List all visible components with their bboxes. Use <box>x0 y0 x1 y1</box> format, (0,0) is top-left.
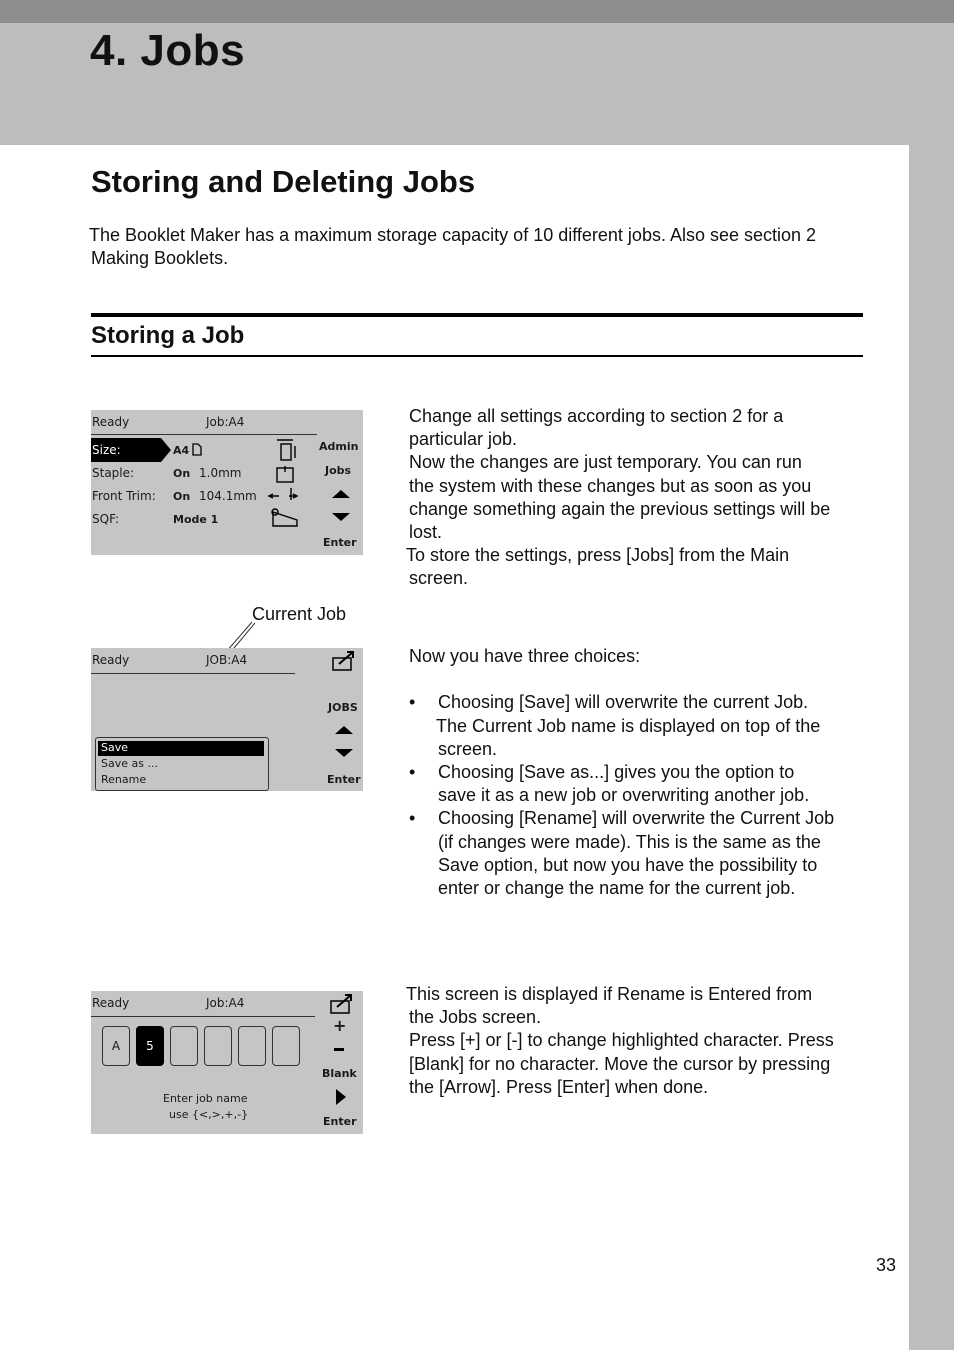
bullet-mark: • <box>409 762 416 783</box>
screen-row-value: On <box>173 490 191 503</box>
top-strip <box>0 0 954 23</box>
screen-row-label: SQF: <box>92 512 120 526</box>
text-line: The Current Job name is displayed on top of the <box>436 715 821 736</box>
screen-job-name: Job:A4 <box>206 996 245 1010</box>
text-line: This screen is displayed if Rename is Entered from <box>406 984 813 1004</box>
screen-row-label: Staple: <box>92 466 135 480</box>
jobs-soft-key: Jobs <box>325 464 352 477</box>
text-line: lost. <box>409 522 443 543</box>
section-rule-top <box>91 313 863 317</box>
text-line: To store the settings, press [Jobs] from the Main <box>406 545 790 566</box>
char-cell <box>170 1026 198 1066</box>
char-cell <box>204 1026 232 1066</box>
text-line: the system with these changes but as soon as you <box>409 475 812 496</box>
jobs-soft-key: JOBS <box>328 701 358 714</box>
list-item <box>409 691 879 761</box>
screen-job-name: JOB:A4 <box>206 653 248 667</box>
blank-soft-key: Blank <box>322 1067 357 1080</box>
screen-status: Ready <box>92 653 130 667</box>
screen-row-extra: 1.0mm <box>199 466 242 480</box>
text-line: save it as a new job or overwriting another job. <box>438 785 810 806</box>
jobs-folder-icon <box>331 650 357 672</box>
enter-soft-key: Enter <box>323 1115 357 1128</box>
rename-instructions <box>406 983 879 1099</box>
section-title: Storing and Deleting Jobs <box>91 164 476 199</box>
intro-paragraph <box>89 224 879 270</box>
text-line: change something again the previous settings will be <box>409 498 831 519</box>
main-screen-image <box>91 410 363 555</box>
subsection-title: Storing a Job <box>91 322 245 349</box>
text-line: the Jobs screen. <box>409 1007 542 1028</box>
screen-status: Ready <box>92 996 130 1010</box>
text-line: Choosing [Rename] will overwrite the Current Job <box>438 808 835 829</box>
page-number: 33 <box>876 1255 897 1275</box>
menu-item-save-as: Save as ... <box>101 757 158 770</box>
setting-icons <box>267 438 317 534</box>
text-line: screen. <box>438 738 498 759</box>
screen-row-value: Mode 1 <box>173 513 219 526</box>
plus-soft-key: + <box>333 1016 347 1035</box>
list-item <box>409 761 879 807</box>
up-down-arrow-icons <box>331 488 351 524</box>
blank-line <box>409 668 879 691</box>
text-line: [Blank] for no character. Move the cursor by pressing <box>409 1053 831 1074</box>
current-job-callout: Current Job <box>252 604 347 624</box>
bullet-mark: • <box>409 692 416 713</box>
text-line: (if changes were made). This is the same as the <box>438 831 821 852</box>
enter-soft-key: Enter <box>323 536 357 549</box>
intro-line: The Booklet Maker has a maximum storage capacity of 10 different jobs. Also see section 2 <box>89 225 817 245</box>
jobs-folder-icon <box>329 993 355 1015</box>
menu-item-rename: Rename <box>101 773 147 786</box>
char-cell: A <box>102 1026 130 1066</box>
rename-hint: use {<,>,+,-} <box>169 1108 249 1121</box>
list-item <box>409 807 879 900</box>
intro-line: Making Booklets. <box>91 248 229 268</box>
text-line: Press [+] or [-] to change highlighted character. Press <box>409 1030 834 1051</box>
chapter-title: 4. Jobs <box>90 26 246 75</box>
text-line: enter or change the name for the current job. <box>438 878 796 899</box>
text-line: screen. <box>409 568 469 589</box>
right-margin-band <box>909 145 954 1350</box>
screen-row-label: Size: <box>92 443 121 457</box>
char-cell-highlighted: 5 <box>136 1026 164 1066</box>
screen-divider <box>91 434 317 435</box>
text-line: Change all settings according to section 2 for a <box>409 406 784 426</box>
text-line: particular job. <box>409 429 518 450</box>
screen-row-value: On <box>173 467 191 480</box>
char-cell <box>238 1026 266 1066</box>
screen-job-name: Job:A4 <box>206 415 245 429</box>
section-rule-bottom <box>91 355 863 357</box>
rename-prompt: Enter job name <box>163 1092 248 1105</box>
menu-item-save: Save <box>101 741 129 754</box>
text-line: the [Arrow]. Press [Enter] when done. <box>409 1076 709 1097</box>
minus-icon <box>334 1048 344 1051</box>
text-line: Save option, but now you have the possibility to <box>438 854 818 875</box>
screen-row-value: A4 <box>173 444 190 457</box>
screen-divider <box>91 673 295 674</box>
char-cell <box>272 1026 300 1066</box>
text-line: Now the changes are just temporary. You can run <box>409 452 802 473</box>
screen-status: Ready <box>92 415 130 429</box>
paper-icon <box>192 443 202 456</box>
screen-row-extra: 104.1mm <box>199 489 257 503</box>
store-instructions <box>406 405 879 591</box>
rename-screen-image <box>91 991 363 1134</box>
text-line: Choosing [Save] will overwrite the current Job. <box>438 692 809 713</box>
screen-row-label: Front Trim: <box>92 489 156 503</box>
right-arrow-icon <box>335 1088 347 1106</box>
choices-intro: Now you have three choices: <box>409 646 641 666</box>
text-line: Choosing [Save as...] gives you the option to <box>438 762 795 783</box>
save-choices <box>409 645 879 900</box>
admin-soft-key: Admin <box>319 440 359 453</box>
bullet-mark: • <box>409 808 416 829</box>
jobs-menu-screen-image <box>91 648 363 791</box>
screen-divider <box>91 1016 315 1017</box>
enter-soft-key: Enter <box>327 773 361 786</box>
up-down-arrow-icons <box>334 724 354 760</box>
